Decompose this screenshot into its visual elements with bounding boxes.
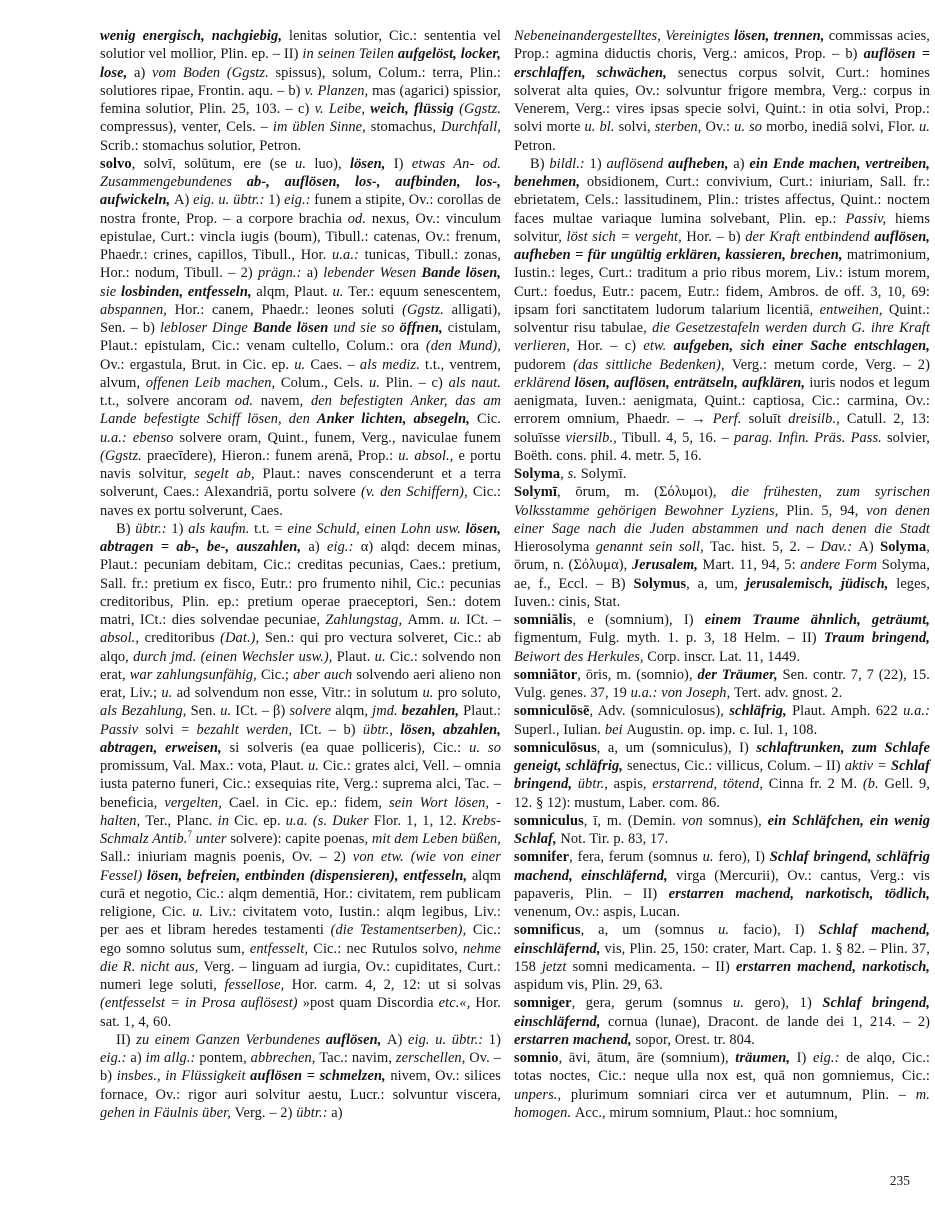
entry-somnifer: somnifer, fera, ferum (somnus u. fero), I) Schlaf bringend, schläfrig machend, einschläfernd, virga (Mercurii), Ov.: cantus, Verg.: vis papaveris, Plin. – II) erstarren machend, narkotisch, tödlich, venenum, Ov.: aspis, Lucan. xyxy=(514,849,930,920)
right-column xyxy=(514,27,930,1122)
entry-somniator: somniātor, ōris, m. (somnio), der Träumer, Sen. contr. 7, 7 (22), 15. Vulg. genes. 37, 19 u.a.: von Joseph, Tert. adv. gnost. 2. xyxy=(514,666,931,701)
entry-somnificus: somnificus, a, um (somnus u. facio), I) Schlaf machend, einschläfernd, vis, Plin. 25, 150: crater, Mart. Cap. 1. § 82. – Plin. 37, 158 jetzt somni medicamenta. – II) erstarren machend, narkotisch, aspidum vis, Plin. 29, 63. xyxy=(514,922,930,993)
entry-somniculus: somniculus, ī, m. (Demin. von somnus), ein Schläfchen, ein wenig Schlaf, Not. Tir. p. 83, 17. xyxy=(514,812,930,847)
entry-somnialis: somniālis, e (somnium), I) einem Traume ähnlich, geträumt, figmentum, Fulg. myth. 1. p. 3, 18 Helm. – II) Traum bringend, Beiwort des Herkules, Corp. inscr. Lat. 11, 1449. xyxy=(514,612,930,665)
entry-solvo-continuation: Nebeneinandergestelltes, Vereinigtes lösen, trennen, commissas acies, Prop.: agmina diductis choris, Verg.: amicos, Prop. – b) auflösen = erschlaffen, schwächen, senectus corpus solvit, Curt.: homines solverat alta quies, Ov.: solvuntur frigore membra, Verg.: corpus in Venerem, Verg.: vires ipsas specie solvi, Quint.: in otia solvi, Prop.: solvi morte u. bl. solvi, sterben, Ov.: u. so morbo, inediā solvi, Flor. u. Petron. xyxy=(514,28,931,154)
entry-solvo-B-bildl: B) bildl.: 1) auflösend aufheben, a) ein Ende machen, vertreiben, benehmen, obsidionem, Curt.: convivium, Curt.: iniuriam, Sall. fr.: ebrietatem, Cels.: lassitudinem, Plin.: tristes affectus, Quint.: noctem faces multae variaque lumina solvebant, Plin. ep.: Passiv, hiems solvitur, löst sich = vergeht, Hor. – b) der Kraft entbindend auflösen, aufheben = für ungültig erklären, kassieren, brechen, matrimonium, Iustin.: leges, Curt.: traditum a prio ribus morem, Liv.: istum morem, Curt.: foedus, Eutr.: pacem, Eutr.: fidem, Ambros. de off. 3, 10, 69: ipsam fori sanctitatem ludorum talarium licentiā, entweihen, Quint.: solventur risu tabulae, die Gesetzestafeln werden durch G. ihre Kraft verlieren, Hor. – c) etw. aufgeben, sich einer Sache entschlagen, pudorem (das sittliche Bedenken), Verg.: metum corde, Verg. – 2) erklärend lösen, auflösen, enträtseln, aufklären, iuris nodos et legum aenigmata, Iuven.: aenigmata, Quint.: captiosa, Cic.: carmina, Ov.: errorem omnium, Phaedr. – → Perf. soluīt dreisilb., Catull. 2, 13: soluīsse viersilb., Tibull. 4, 5, 16. – parag. Infin. Präs. Pass. solvier, Boëth. cons. phil. 4. metr. 5, 16. xyxy=(514,155,931,464)
left-column xyxy=(100,27,501,1122)
entry-continuation-solutus: wenig energisch, nachgiebig, lenitas solutior, Cic.: sententia vel solutior vel mollior, Plin. ep. – II) in seinen Teilen aufgelöst, locker, lose, a) vom Boden (Ggstz. spissus), solum, Colum.: terra, Plin.: solutiores ripae, Frontin. aqu. – b) v. Planzen, mas (agarici) spissior, femina solutior, Plin. 25, 103. – c) v. Leibe, weich, flüssig (Ggstz. compressus), venter, Cels. – im üblen Sinne, stomachus, Durchfall, Scrib.: stomachus solutior, Petron. xyxy=(100,28,502,154)
entry-somnio: somnio, āvi, ātum, āre (somnium), träumen, I) eig.: de alqo, Cic.: totas noctes, Cic.: neque ulla nox est, quā non gomniemus, Cic.: unpers., plurimum somniari circa ver et autumnum, Plin. – m. homogen. Acc., mirum somnium, Plaut.: hoc somnium, xyxy=(514,1050,930,1121)
entry-solvo: solvo, solvī, solūtum, ere (se u. luo), lösen, I) etwas An- od. Zusammengebundenes ab-, auflösen, los-, aufbinden, los-, aufwickeln, A) eig. u. übtr.: 1) eig.: funem a stipite, Ov.: corollas de nostra fronte, Prop. – a corpore brachia od. nexus, Ov.: vinculum epistulae, Curt.: vincla iugis (boum), Tibull.: catenas, Ov.: frenum, Phaedr.: crines, capillos, Tibull., Hor. u.a.: tunicas, Tibull.: zonas, Hor.: nodum, Tibull. – 2) prägn.: a) lebender Wesen Bande lösen, sie losbinden, entfesseln, alqm, Plaut. u. Ter.: equum senescentem, abspannen, Hor.: canem, Phaedr.: leones soluti (Ggstz. alligati), Sen. – b) lebloser Dinge Bande lösen und sie so öffnen, cistulam, Plaut.: epistulam, Cic.: venam cultello, Colum.: ora (den Mund), Ov.: ergastula, Brut. in Cic. ep. u. Caes. – als mediz. t.t., ventrem, alvum, offenen Leib machen, Colum., Cels. u. Plin. – c) als naut. t.t., solvere ancoram od. navem, den befestigten Anker, das am Lande befestigte Schiff lösen, den Anker lichten, absegeln, Cic. u.a.: ebenso solvere oram, Quint., funem, Verg., naviculae funem (Ggstz. praecīdere), Hieron.: funem arenā, Prop.: u. absol., e portu navis solvitur, segelt ab, Plaut.: naves conscenderunt et a terra solverunt, Caes.: Alexandriā, portu solvere (v. den Schiffern), Cic.: naves ex portu solverunt, Caes. xyxy=(100,155,502,519)
page-number: 235 xyxy=(889,1173,910,1188)
entry-solyma-ref: Solyma, s. Solymī. xyxy=(514,466,627,482)
entry-solymi: Solymī, ōrum, m. (Σόλυμοι), die frühesten, zum syrischen Volksstamme gehörigen Bewohner Lyziens, Plin. 5, 94, von denen einer Sage nach die Juden abstammen und nach denen die Stadt Hierosolyma genannt sein soll, Tac. hist. 5, 2. – Dav.: A) Solyma, ōrum, n. (Σόλυμα), Jerusalem, Mart. 11, 94, 5: andere Form Solyma, ae, f., Eccl. – B) Solymus, a, um, jerusalemisch, jüdisch, leges, Iuven.: cinis, Stat. xyxy=(514,484,930,610)
entry-somniculosus: somniculōsus, a, um (somniculus), I) schlaftrunken, zum Schlafe geneigt, schläfrig, senectus, Cic.: villicus, Colum. – II) aktiv = Schlaf bringend, übtr., aspis, erstarrend, tötend, Cinna fr. 2 M. (b. Gell. 9, 12. § 12): mustum, Laber. com. 86. xyxy=(514,739,930,811)
entry-solvo-II: II) zu einem Ganzen Verbundenes auflösen, A) eig. u. übtr.: 1) eig.: a) im allg.: pontem, abbrechen, Tac.: navim, zerschellen, Ov. – b) insbes., in Flüssigkeit auflösen = schmelzen, nivem, Ov.: silices fornace, Ov.: rigor auri solvitur aestu, Lucr.: solvuntur viscera, gehen in Fäulnis über, Verg. – 2) übtr.: a) xyxy=(100,1031,502,1121)
entry-somniger: somniger, gera, gerum (somnus u. gero), 1) Schlaf bringend, einschläfernd, cornua (lunae), Dracont. de lande dei 1, 214. – 2) erstarren machend, sopor, Orest. tr. 804. xyxy=(514,995,931,1048)
entry-somniculose: somniculōsē, Adv. (somniculosus), schläfrig, Plaut. Amph. 622 u.a.: Superl., Iulian. bei Augustin. op. imp. c. Iul. 1, 108. xyxy=(514,703,930,738)
entry-solvo-B: B) übtr.: 1) als kaufm. t.t. = eine Schuld, einen Lohn usw. lösen, abtragen = ab-, be-, auszahlen, a) eig.: α) alqd: decem minas, Plaut.: pecuniam debitam, Cic.: creditas pecunias, Caes.: pretium, Sall. fr.: pretium ex fisco, Eutr.: pro frumento nihil, Cic.: pecunias creditoribus, Plin. ep.: pretium operae praeceptori, Sen.: dotem matri, ICt.: dies solvendae pecuniae, Zahlungstag, Amm. u. ICt. – absol., creditoribus (Dat.), Sen.: qui pro vectura solveret, Cic.: ab alqo, durch jmd. (einen Wechsler usw.), Plaut. u. Cic.: solvendo non erat, war zahlungsunfähig, Cic.; aber auch solvendo aeri alieno non erat, Liv.; u. ad solvendum non esse, Vitr.: in solutum u. pro soluto, als Bezahlung, Sen. u. ICt. – β) solvere alqm, jmd. bezahlen, Plaut.: Passiv solvi = bezahlt werden, ICt. – b) übtr., lösen, abzahlen, abtragen, erweisen, si solveris (ea quae polliceris), Cic.: u. so promissum, Val. Max.: vota, Plaut. u. Cic.: grates alci, Vell. – omnia iusta paterno funeri, Cic.: exsequias rite, Verg.: suprema alci, Tac. – beneficia, vergelten, Cael. in Cic. ep.: fidem, sein Wort lösen, -halten, Ter., Planc. in Cic. ep. u.a. (s. Duker Flor. 1, 1, 12. Krebs-Schmalz Antib.$^7$ unter solvere): capite poenas, mit dem Leben büßen, Sall.: iniuriam magnis poenis, Ov. – 2) von etw. (wie von einer Fessel) lösen, befreien, entbinden (dispensieren), entfesseln, alqm curā et negotio, Cic.: alqm dementiā, Hor.: civitatem, rem publicam religione, Cic. u. Liv.: civitatem voto, Iustin.: alqm legibus, Liv.: per aes et libram heredes testamenti (die Testamentserben), Cic.: ego somno solutus sum, entfesselt, Cic.: nec Rutulos solvo, nehme die R. nicht aus, Verg. – linguam ad iurgia, Ov.: cupiditates, Curt.: numeri lege soluti, fessellose, Hor. carm. 4, 2, 12: ut si solvas (entfesselst = in Prosa auflösest) »post quam Discordia etc.«, Hor. sat. 1, 4, 60. xyxy=(100,520,502,1030)
